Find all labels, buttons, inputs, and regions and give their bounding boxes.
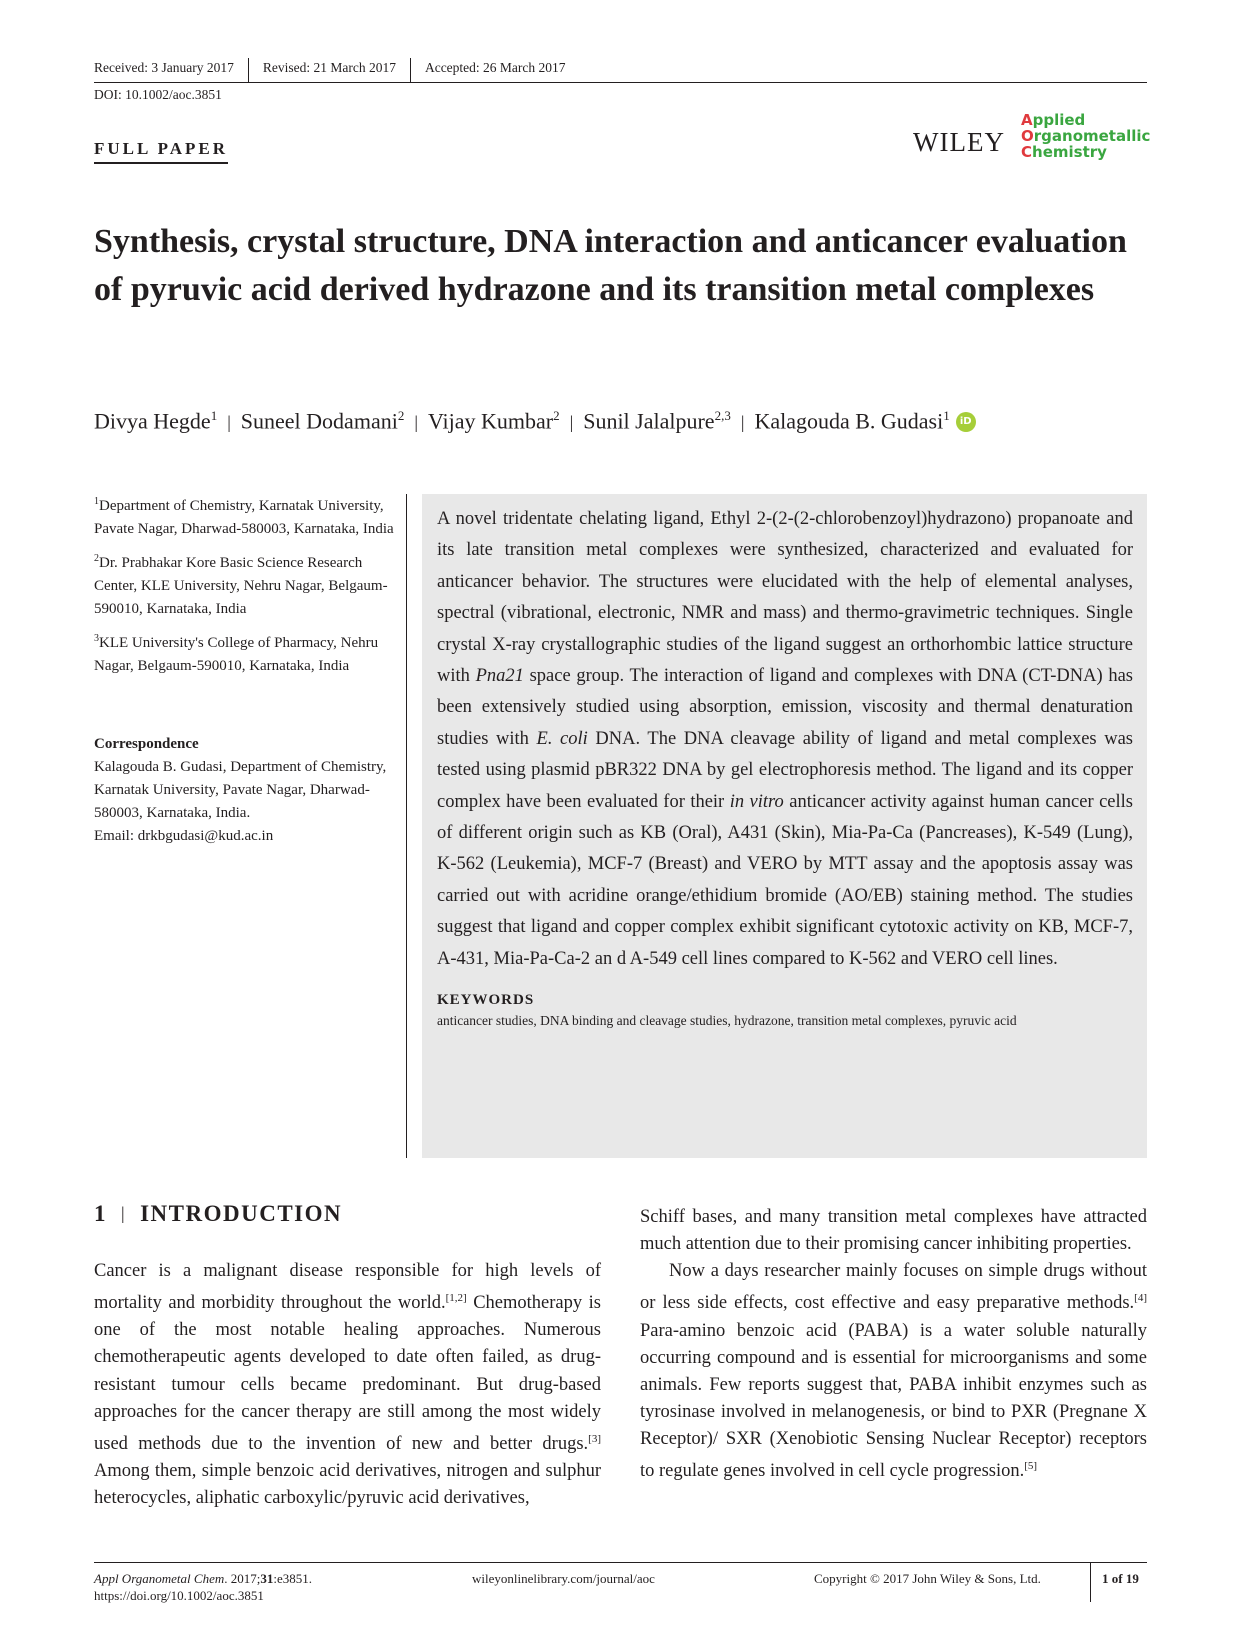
author-list (94, 408, 976, 434)
orcid-icon[interactable]: iD (956, 412, 976, 432)
footer-volume: 31 (260, 1571, 274, 1586)
column-divider (406, 494, 407, 1158)
affiliation-text: Department of Chemistry, Karnatak University, Pavate Nagar, Dharwad-580003, Karnataka, India (94, 498, 394, 537)
author-affiliation-mark: 2 (397, 408, 405, 423)
page-number: 1 of 19 (1102, 1571, 1139, 1586)
abstract-box (422, 494, 1147, 1158)
logo-letter-c: C (1021, 143, 1033, 161)
abstract-segment: A novel tridentate chelating ligand, Ethyl 2-(2-(2-chlorobenzoyl)hydrazono) propanoate and its late transition metal complexes were synthesized, characterized and evaluated for anticancer behavior. The structures were elucidated with the help of elemental analyses, spectral (vibrational, electronic, NMR and mass) and thermo-gravimetric techniques. Single crystal X-ray crystallographic studies of the ligand suggest an orthorhombic lattice structure with (437, 509, 1133, 687)
logo-letter-a: A (1021, 111, 1033, 129)
section-separator: | (121, 1203, 127, 1223)
footer-website-link[interactable]: wileyonlinelibrary.com/journal/aoc (472, 1571, 655, 1586)
body-column-right (640, 1204, 1147, 1485)
section-number: 1 (94, 1201, 107, 1226)
footer-journal: Appl Organometal Chem (94, 1571, 225, 1586)
affiliation (94, 547, 400, 621)
correspondence-text: Kalagouda B. Gudasi, Department of Chemistry, Karnatak University, Pavate Nagar, Dharwad-580003, Karnataka, India. (94, 759, 387, 821)
author-separator: | (227, 412, 231, 433)
keywords: anticancer studies, DNA binding and cleavage studies, hydrazone, transition metal complexes, pyruvic acid (437, 1013, 1017, 1029)
abstract-italic: Pna21 (475, 666, 524, 687)
author-name[interactable]: Vijay Kumbar (427, 408, 554, 434)
text-segment: Now a days researcher mainly focuses on simple drugs without or less side effects, cost effective and easy preparative methods. (640, 1261, 1147, 1314)
paragraph (640, 1258, 1147, 1485)
section-title: INTRODUCTION (140, 1201, 343, 1226)
keywords-heading: KEYWORDS (437, 992, 535, 1009)
author-name[interactable]: Suneel Dodamani (240, 408, 398, 434)
footer-article-id: :e3851. (273, 1571, 312, 1586)
footer-rule (94, 1562, 1147, 1563)
text-segment: Chemotherapy is one of the most notable healing approaches. Numerous chemotherapeutic agents developed to date often failed, as drug-resistant tumour cells became predominant. But drug-based approaches for the cancer therapy are still among the most widely used methods due to the invention of new and better drugs. (94, 1293, 601, 1454)
footer-copyright: Copyright © 2017 John Wiley & Sons, Ltd. (814, 1571, 1041, 1586)
author-separator: | (569, 412, 574, 433)
author-affiliation-mark: 2,3 (714, 408, 731, 423)
affiliation-text: Dr. Prabhakar Kore Basic Science Research Center, KLE University, Nehru Nagar, Belgaum-590010, Karnataka, India (94, 555, 388, 617)
publisher-logo: WILEY (913, 127, 1005, 157)
author-separator: | (740, 412, 745, 433)
logo-word-organometallic: rganometallic (1033, 127, 1151, 145)
logo-letter-o: O (1021, 127, 1034, 145)
publication-dates (94, 58, 1147, 83)
correspondence-email[interactable]: Email: drkbgudasi@kud.ac.in (94, 828, 274, 844)
text-segment: Among them, simple benzoic acid derivatives, nitrogen and sulphur heterocycles, aliphatic carboxylic/pyruvic acid derivatives, (94, 1460, 601, 1509)
footer-citation (94, 1570, 312, 1604)
text-segment: Para-amino benzoic acid (PABA) is a water soluble naturally occurring compound and is essential for microorganisms and some animals. Few reports suggest that, PABA inhibit enzymes such as tyrosinase involved in melanogenesis, or bind to PXR (Pregnane X Receptor)/ SXR (Xenobiotic Sensing Nuclear Receptor) receptors to regulate genes involved in cell cycle progression. (640, 1320, 1147, 1482)
revised-date: Revised: 21 March 2017 (248, 58, 410, 82)
affiliation (94, 490, 400, 541)
author-separator: | (414, 412, 418, 433)
footer-doi-link[interactable]: https://doi.org/10.1002/aoc.3851 (94, 1588, 264, 1603)
abstract-italic: in vitro (729, 791, 784, 812)
abstract-segment: anticancer activity against human cancer cells of different origin such as KB (Oral), A431 (Skin), Mia-Pa-Ca (Pancreases), K-549 (Lung), K-562 (Leukemia), MCF-7 (Breast) and VERO by MTT assay and the apoptosis assay was carried out with acridine orange/ethidium bromide (AO/EB) staining method. The studies suggest that ligand and copper complex exhibit significant cytotoxic activity on KB, MCF-7, A-431, Mia-Pa-Ca-2 an d A-549 cell lines compared to K-562 and VERO cell lines. (437, 791, 1133, 969)
correspondence (94, 733, 400, 848)
citation-ref[interactable]: [5] (1024, 1460, 1038, 1472)
citation-ref[interactable]: [1,2] (445, 1292, 467, 1305)
logo-word-applied: pplied (1032, 111, 1086, 129)
affiliation (94, 627, 400, 678)
abstract-italic: E. coli (536, 728, 588, 749)
doi: DOI: 10.1002/aoc.3851 (94, 87, 222, 102)
paper-title: Synthesis, crystal structure, DNA interaction and anticancer evaluation of pyruvic acid derived hydrazone and its transition metal complexes (94, 223, 1127, 308)
article-type: FULL PAPER (94, 139, 228, 164)
logo-word-chemistry: hemistry (1032, 143, 1107, 161)
footer-divider (1090, 1562, 1091, 1602)
received-date: Received: 3 January 2017 (94, 60, 234, 75)
author-affiliation-mark: 1 (943, 408, 950, 423)
paragraph (94, 1258, 601, 1512)
author-name[interactable]: Sunil Jalalpure (583, 408, 715, 434)
abstract-text (437, 504, 1133, 975)
footer-year: . 2017; (224, 1571, 261, 1586)
accepted-date: Accepted: 26 March 2017 (410, 58, 580, 82)
abstract-segment: space group. The interaction of ligand and complexes with DNA (CT-DNA) has been extensively studied using absorption, emission, viscosity and thermal denaturation studies with (437, 666, 1134, 749)
journal-logo (1021, 112, 1150, 160)
author-name[interactable]: Kalagouda B. Gudasi (754, 408, 944, 434)
abstract-segment: DNA. The DNA cleavage ability of ligand and metal complexes was tested using plasmid pBR322 DNA by gel electrophoresis method. The ligand and its copper complex have been evaluated for their (437, 728, 1134, 812)
citation-ref[interactable]: [4] (1134, 1292, 1147, 1305)
section-heading (94, 1201, 342, 1227)
affiliation-number: 2 (94, 553, 99, 564)
author-name[interactable]: Divya Hegde (94, 408, 211, 434)
citation-ref[interactable]: [3] (588, 1432, 601, 1445)
author-affiliation-mark: 1 (210, 408, 218, 423)
body-column-left (94, 1258, 601, 1512)
text-segment: Cancer is a malignant disease responsible for high levels of mortality and morbidity throughout the world. (94, 1261, 601, 1314)
author-affiliation-mark: 2 (553, 408, 560, 423)
affiliation-number: 3 (94, 633, 99, 644)
affiliation-number: 1 (94, 496, 99, 507)
correspondence-heading: Correspondence (94, 736, 199, 752)
paragraph: Schiff bases, and many transition metal complexes have attracted much attention due to their promising cancer inhibiting properties. (640, 1207, 1147, 1255)
affiliation-text: KLE University's College of Pharmacy, Nehru Nagar, Belgaum-590010, Karnataka, India (94, 635, 379, 674)
affiliations (94, 490, 400, 684)
